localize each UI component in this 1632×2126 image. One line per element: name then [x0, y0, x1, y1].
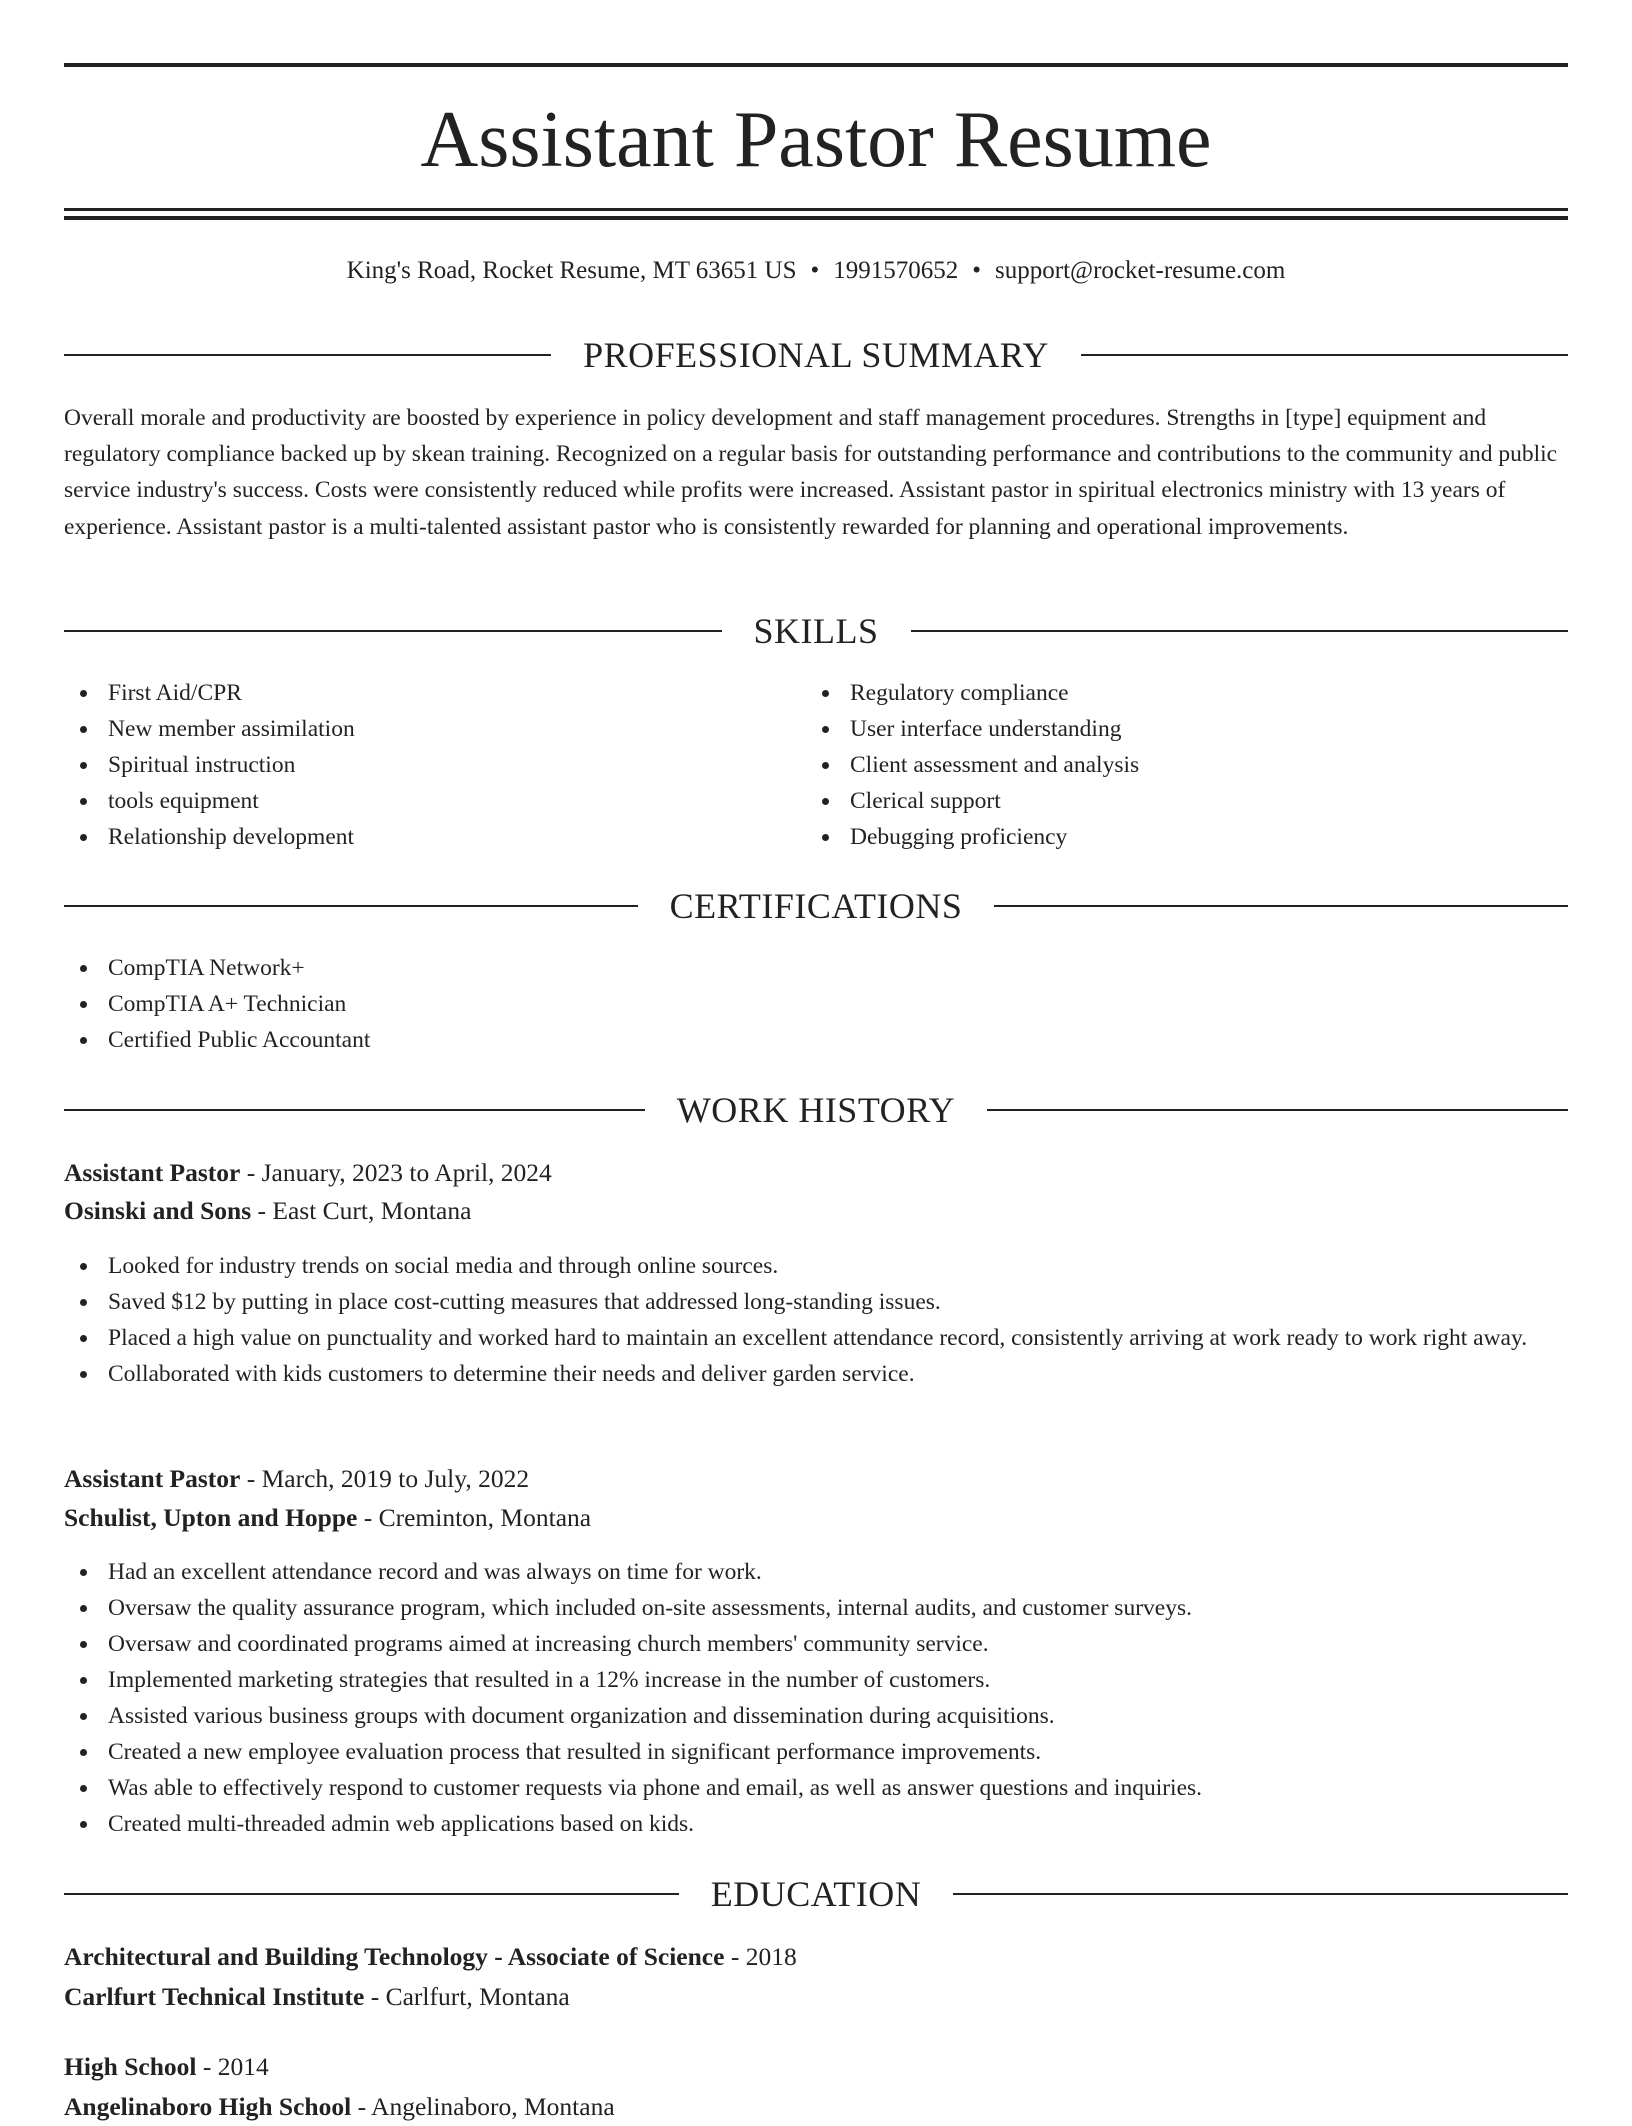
job-bullet: Assisted various business groups with document organization and dissemination during acquisitions.: [64, 1698, 1568, 1734]
heading-rule-right: [987, 1109, 1568, 1111]
dash: -: [246, 1158, 256, 1187]
skill-item: New member assimilation: [64, 711, 804, 747]
job-title: Assistant Pastor: [64, 1464, 241, 1493]
education-heading: [64, 1872, 1568, 1916]
heading-rule-left: [64, 630, 722, 632]
education-location: Angelinaboro, Montana: [371, 2092, 615, 2121]
job-bullet: Created a new employee evaluation process that resulted in significant performance improvements.: [64, 1734, 1568, 1770]
education-year: 2018: [745, 1942, 797, 1971]
summary-heading-label: PROFESSIONAL SUMMARY: [583, 335, 1049, 375]
job-bullet: Was able to effectively respond to customer requests via phone and email, as well as answer questions and inquiries.: [64, 1770, 1568, 1806]
job-title: Assistant Pastor: [64, 1158, 241, 1187]
skill-item: Spiritual instruction: [64, 747, 804, 783]
certifications-heading-label: CERTIFICATIONS: [669, 886, 963, 926]
dash: -: [246, 1464, 256, 1493]
education-degree-line: [64, 2048, 1568, 2086]
title-rule-lower: [64, 216, 1568, 220]
contact-line: [64, 253, 1568, 289]
dash: -: [730, 1942, 740, 1971]
job-bullet: Saved $12 by putting in place cost-cutting measures that addressed long-standing issues.: [64, 1284, 1568, 1320]
job-dates: January, 2023 to April, 2024: [261, 1158, 552, 1187]
contact-address: King's Road, Rocket Resume, MT 63651 US: [346, 257, 797, 284]
dash: -: [363, 1503, 373, 1532]
skill-item: Client assessment and analysis: [806, 747, 1566, 783]
job-location: East Curt, Montana: [272, 1196, 472, 1225]
skill-item: Regulatory compliance: [806, 675, 1566, 711]
skill-item: Debugging proficiency: [806, 819, 1566, 855]
title-rule-upper: [64, 208, 1568, 211]
education-school: Angelinaboro High School: [64, 2092, 352, 2121]
skills-list-right: [806, 675, 1566, 855]
skill-item: User interface understanding: [806, 711, 1566, 747]
dash: -: [257, 1196, 266, 1225]
education-heading-label: EDUCATION: [710, 1874, 922, 1914]
job-company-line: [64, 1499, 1568, 1537]
certification-item: CompTIA A+ Technician: [64, 986, 1568, 1022]
skills-heading-label: SKILLS: [753, 611, 879, 651]
heading-rule-left: [64, 1893, 679, 1895]
education-location: Carlfurt, Montana: [385, 1982, 570, 2011]
education-school-line: [64, 2088, 1568, 2126]
certification-item: Certified Public Accountant: [64, 1022, 1568, 1058]
summary-text: Overall morale and productivity are boosted by experience in policy development and staff management procedures. Strengths in [type] equipment and regulatory compliance backed up by skean training. Recognized on a regular basis for outstanding performance and contributions to the community and public service industry's success. Costs were consistently reduced while profits were increased. Assistant pastor in spiritual electronics ministry with 13 years of experience. Assistant pastor is a multi-talented assistant pastor who is consistently rewarded for planning and operational improvements.: [64, 405, 1558, 540]
heading-rule-left: [64, 354, 551, 356]
job-bullet: Oversaw and coordinated programs aimed at increasing church members' community service.: [64, 1626, 1568, 1662]
heading-rule-right: [953, 1893, 1568, 1895]
job-bullet: Looked for industry trends on social media and through online sources.: [64, 1248, 1568, 1284]
work-history-heading-label: WORK HISTORY: [676, 1090, 956, 1130]
skills-heading: [64, 609, 1568, 653]
job-bullet: Collaborated with kids customers to determine their needs and deliver garden service.: [64, 1356, 1568, 1392]
job-title-line: [64, 1460, 1568, 1498]
summary-heading: [64, 333, 1568, 377]
resume-title: Assistant Pastor Resume: [420, 96, 1212, 184]
heading-rule-left: [64, 1109, 645, 1111]
skills-list-left: [64, 675, 804, 855]
job-bullet: Implemented marketing strategies that resulted in a 12% increase in the number of customers.: [64, 1662, 1568, 1698]
job-bullet: Created multi-threaded admin web applications based on kids.: [64, 1806, 1568, 1842]
education-school: Carlfurt Technical Institute: [64, 1982, 365, 2011]
dash: -: [357, 2092, 367, 2121]
job-bullets: [64, 1248, 1568, 1392]
certifications-heading: [64, 884, 1568, 928]
job-dates: March, 2019 to July, 2022: [261, 1464, 530, 1493]
education-school-line: [64, 1978, 1568, 2016]
job-location: Creminton, Montana: [378, 1503, 592, 1532]
heading-rule-left: [64, 905, 638, 907]
heading-rule-right: [1081, 354, 1568, 356]
dash: -: [202, 2052, 212, 2081]
education-degree: Architectural and Building Technology - Associate of Science: [64, 1942, 725, 1971]
heading-rule-right: [994, 905, 1568, 907]
job-title-line: [64, 1154, 1568, 1192]
skill-item: First Aid/CPR: [64, 675, 804, 711]
contact-separator: •: [972, 257, 982, 284]
dash: -: [370, 1982, 380, 2011]
job-bullets: [64, 1554, 1568, 1842]
work-history-heading: [64, 1088, 1568, 1132]
certification-item: CompTIA Network+: [64, 950, 1568, 986]
skill-item: tools equipment: [64, 783, 804, 819]
education-year: 2014: [217, 2052, 269, 2081]
heading-rule-right: [911, 630, 1569, 632]
contact-phone: 1991570652: [833, 257, 959, 284]
certifications-list: [64, 950, 1568, 1058]
job-bullet: Placed a high value on punctuality and worked hard to maintain an excellent attendance record, consistently arriving at work ready to work right away.: [64, 1320, 1568, 1356]
top-rule: [64, 63, 1568, 67]
skill-item: Clerical support: [806, 783, 1566, 819]
job-bullet: Oversaw the quality assurance program, which included on-site assessments, internal audits, and customer surveys.: [64, 1590, 1568, 1626]
job-company-line: [64, 1192, 1568, 1230]
skill-item: Relationship development: [64, 819, 804, 855]
job-company: Schulist, Upton and Hoppe: [64, 1503, 358, 1532]
education-degree: High School: [64, 2052, 197, 2081]
contact-email[interactable]: support@rocket-resume.com: [995, 257, 1286, 284]
job-bullet: Had an excellent attendance record and was always on time for work.: [64, 1554, 1568, 1590]
education-degree-line: [64, 1938, 1568, 1976]
job-company: Osinski and Sons: [64, 1196, 252, 1225]
contact-separator: •: [810, 257, 820, 284]
